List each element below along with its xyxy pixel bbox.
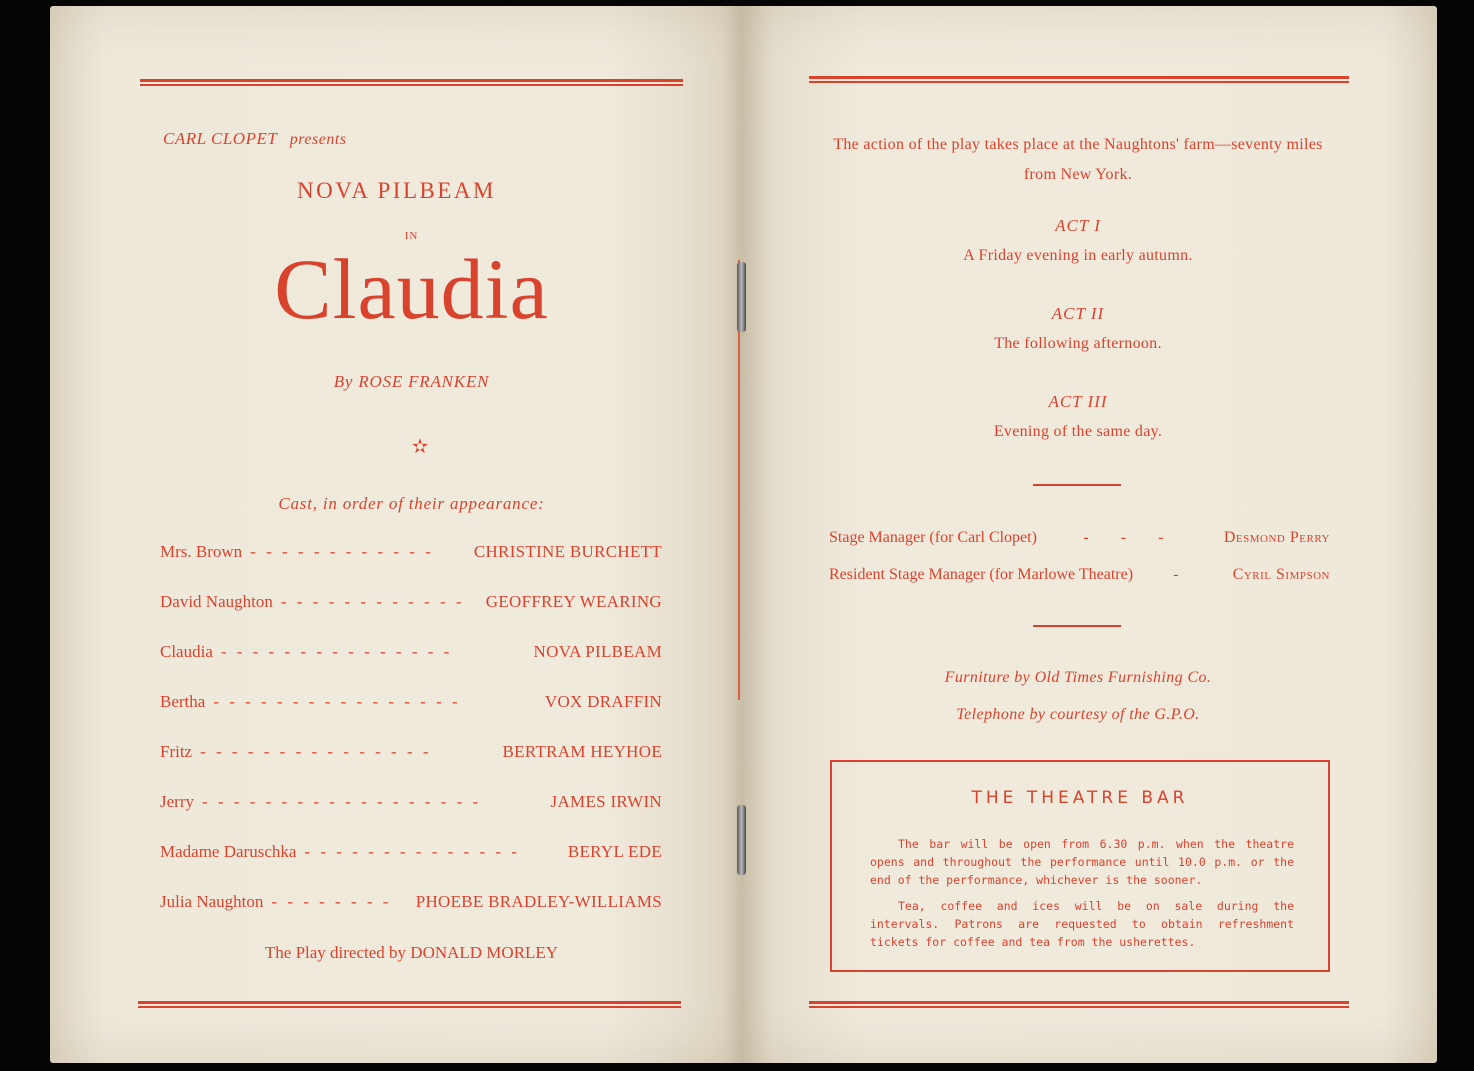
cast-leader: - - - - - - - - - - - - - - - - - - bbox=[201, 792, 482, 811]
cast-leader: - - - - - - - - - - - - bbox=[250, 542, 434, 561]
cast-heading: Cast, in order of their appearance: bbox=[278, 494, 545, 513]
top-rule bbox=[140, 79, 683, 86]
bottom-rule bbox=[138, 1001, 681, 1008]
cast-leader: - - - - - - - - - - - - - - - bbox=[200, 742, 432, 761]
act-title: ACT I bbox=[1055, 216, 1101, 235]
setting-text: The action of the play takes place at the Naughtons' farm—seventy miles from New York. bbox=[833, 136, 1323, 183]
staple bbox=[737, 262, 746, 332]
cast-row bbox=[160, 842, 662, 866]
cast-row bbox=[160, 742, 662, 766]
cast-actor: BERYL EDE bbox=[567, 842, 662, 861]
credit-row bbox=[829, 566, 1330, 584]
in-word: IN bbox=[404, 230, 419, 242]
presents-word: presents bbox=[289, 131, 347, 148]
cast-row bbox=[160, 792, 662, 816]
top-rule bbox=[809, 76, 1349, 83]
cast-role: Fritz bbox=[160, 742, 193, 761]
bar-paragraph: Tea, coffee and ices will be on sale during the intervals. Patrons are requested to obtain refreshment tickets for coffee and tea from the usherettes. bbox=[870, 899, 1294, 949]
bar-paragraph: The bar will be open from 6.30 p.m. when the theatre opens and throughout the performance until 10.0 p.m. or the end of the performance, whichever is the sooner. bbox=[870, 837, 1294, 887]
bar-title: THE THEATRE BAR bbox=[971, 788, 1189, 808]
act-title: ACT II bbox=[1051, 304, 1105, 323]
cast-role: Claudia bbox=[160, 642, 213, 661]
star-ornament-icon: ✫ bbox=[411, 436, 429, 458]
cast-leader: - - - - - - - - bbox=[271, 892, 392, 911]
credit-name: Cyril Simpson bbox=[1232, 566, 1330, 583]
credit-label: Stage Manager (for Carl Clopet) bbox=[829, 529, 1037, 546]
divider bbox=[1033, 625, 1121, 627]
cast-row bbox=[160, 692, 662, 716]
cast-role: David Naughton bbox=[160, 592, 273, 611]
cast-role: Mrs. Brown bbox=[160, 542, 243, 561]
play-title: Claudia bbox=[274, 241, 549, 337]
credit-leader: - bbox=[1173, 566, 1193, 583]
act-title: ACT III bbox=[1048, 392, 1108, 411]
cast-leader: - - - - - - - - - - - - bbox=[280, 592, 465, 611]
cast-row bbox=[160, 642, 662, 666]
credit-leader: - - - bbox=[1083, 529, 1178, 546]
act-description: The following afternoon. bbox=[994, 335, 1162, 352]
cast-leader: - - - - - - - - - - - - - - - - bbox=[213, 692, 461, 711]
theatre-bar-box bbox=[830, 760, 1330, 972]
star-name: NOVA PILBEAM bbox=[297, 178, 496, 203]
telephone-credit: Telephone by courtesy of the G.P.O. bbox=[956, 706, 1200, 723]
byline: By ROSE FRANKEN bbox=[333, 372, 490, 391]
cast-leader: - - - - - - - - - - - - - - - bbox=[220, 642, 453, 661]
credit-name: Desmond Perry bbox=[1223, 529, 1330, 546]
act-description: Evening of the same day. bbox=[993, 423, 1163, 440]
cast-actor: NOVA PILBEAM bbox=[533, 642, 662, 661]
cast-row bbox=[160, 542, 662, 566]
staple bbox=[737, 805, 746, 875]
right-page bbox=[743, 6, 1437, 1063]
credit-row bbox=[829, 529, 1330, 547]
credit-label: Resident Stage Manager (for Marlowe Theatre) bbox=[829, 566, 1134, 583]
cast-actor: VOX DRAFFIN bbox=[544, 692, 662, 711]
cast-actor: PHOEBE BRADLEY-WILLIAMS bbox=[415, 892, 662, 911]
cast-leader: - - - - - - - - - - - - - - bbox=[304, 842, 520, 861]
bottom-rule bbox=[809, 1001, 1349, 1008]
cast-actor: GEOFFREY WEARING bbox=[485, 592, 662, 611]
cast-actor: BERTRAM HEYHOE bbox=[502, 742, 662, 761]
cast-actor: JAMES IRWIN bbox=[550, 792, 662, 811]
presenter-name: CARL CLOPET bbox=[163, 129, 277, 148]
cast-actor: CHRISTINE BURCHETT bbox=[473, 542, 662, 561]
act-description: A Friday evening in early autumn. bbox=[963, 247, 1193, 264]
furniture-credit: Furniture by Old Times Furnishing Co. bbox=[944, 669, 1212, 686]
director-line: The Play directed by DONALD MORLEY bbox=[264, 943, 559, 962]
left-page bbox=[50, 6, 743, 1063]
presenter-line bbox=[163, 129, 346, 149]
cast-row bbox=[160, 592, 662, 616]
divider bbox=[1033, 484, 1121, 486]
cast-role: Julia Naughton bbox=[160, 892, 264, 911]
cast-role: Madame Daruschka bbox=[160, 842, 297, 861]
cast-role: Bertha bbox=[160, 692, 206, 711]
cast-role: Jerry bbox=[160, 792, 194, 811]
cast-row bbox=[160, 892, 662, 916]
